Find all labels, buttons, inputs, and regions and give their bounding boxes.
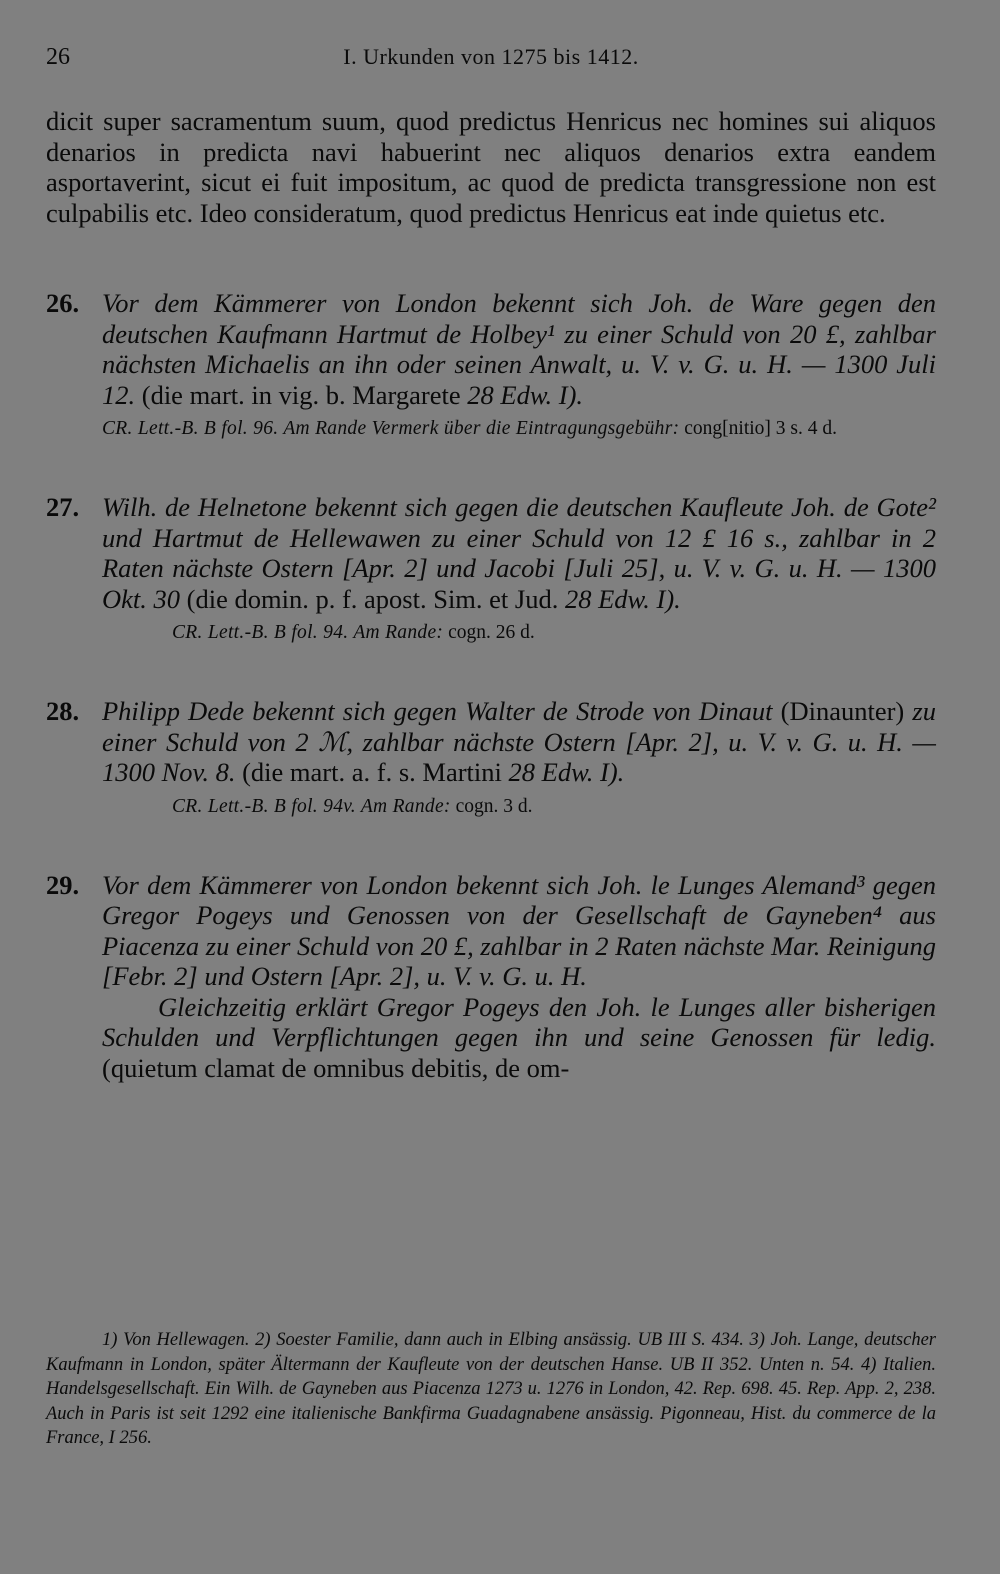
entry-27 [46, 492, 936, 646]
source-note [46, 620, 936, 646]
entry-regest [46, 492, 936, 614]
entry-29 [46, 870, 936, 1084]
regest-text: Wilh. de Helnetone bekennt sich gegen die deutschen Kaufleute Joh. de Gote² und Hartmut de Hellewawen zu einer Schuld von 12 £ 16 s., zahlbar in 2 Raten nächste Ostern [Apr. 2] und Jacobi [Juli 25], u. V. v. G. u. H. — 1300 Okt. 30 [102, 492, 936, 614]
entry-regest [46, 288, 936, 410]
margin-note: Am Rande: [360, 795, 451, 817]
continuation-paragraph: dicit super sacramentum suum, quod predictus Henricus nec homines sui aliquos denarios in predicta navi habuerint nec aliquos denarios extra eandem asportaverint, sicut ei fuit impositum, ac quod de predicta transgressione non est culpabilis etc. Ideo consideratum, quod predictus Henricus eat inde quietus etc. [46, 106, 936, 228]
entry-regest [46, 696, 936, 788]
entry-second-paragraph [46, 992, 936, 1084]
margin-note-value: cong[nitio] 3 s. 4 d. [684, 418, 838, 439]
entry-number: 26. [46, 288, 80, 318]
date-latin: (die mart. a. f. s. Martini [242, 757, 502, 787]
page-number: 26 [46, 44, 70, 70]
margin-note-value: cogn. 26 d. [448, 622, 535, 643]
entry-26 [46, 288, 936, 442]
margin-note: Am Rande Vermerk über die Eintragungsgebühr: [283, 418, 680, 439]
page-header [46, 40, 936, 76]
entry-number: 28. [46, 696, 80, 726]
margin-note-value: cogn. 3 d. [455, 795, 533, 817]
regnal-year: 28 Edw. I). [467, 379, 584, 410]
regest-text: Philipp Dede bekennt sich gegen Walter de Strode von Dinaut [102, 696, 773, 726]
footnotes [46, 1328, 936, 1451]
entry-number: 27. [46, 492, 80, 522]
document-page [46, 40, 936, 1083]
source-note [46, 416, 936, 442]
regnal-year: 28 Edw. I). [508, 757, 625, 787]
date-latin: (die mart. in vig. b. Margarete [141, 379, 461, 410]
regest-text: Vor dem Kämmerer von London bekennt sich Joh. le Lunges Alemand³ gegen Gregor Pogeys und Genossen von der Gesellschaft de Gayneben⁴ aus Piacenza zu einer Schuld von 20 £, zahlbar in 2 Raten nächste Mar. Reinigung [Febr. 2] und Ostern [Apr. 2], u. V. v. G. u. H. [102, 869, 936, 991]
regest-plain: (Dinaunter) [780, 696, 905, 726]
source-note [46, 794, 936, 820]
source-reference: CR. Lett.-B. B fol. 96. [102, 418, 279, 439]
entry-28 [46, 696, 936, 820]
source-reference: CR. Lett.-B. B fol. 94v. [172, 795, 356, 817]
entry-regest [46, 870, 936, 992]
margin-note: Am Rande: [353, 622, 444, 643]
quitclaim-text: Gleichzeitig erklärt Gregor Pogeys den Joh. le Lunges aller bisherigen Schulden und Verpflichtungen gegen ihn und seine Genossen für ledig. [102, 991, 936, 1052]
running-title: I. Urkunden von 1275 bis 1412. [343, 44, 639, 69]
entry-number: 29. [46, 869, 80, 900]
footnotes-text: 1) Von Hellewagen. 2) Soester Familie, dann auch in Elbing ansässig. UB III S. 434. 3) Joh. Lange, deutscher Kaufmann in London, später Ältermann der Kaufleute von der deutschen Hanse. UB II 352. Unten n. 54. 4) Italien. Handelsgesellschaft. Ein Wilh. de Gayneben aus Piacenza 1273 u. 1276 in London, 42. Rep. 698. 45. Rep. App. 2, 238. Auch in Paris ist seit 1292 eine italienische Bankfirma Guadagnabene ansässig. Pigonneau, Hist. du commerce de la France, I 256. [46, 1330, 936, 1448]
regest-text-cont: zu einer Schuld von 2 ℳ, zahlbar nächste Ostern [Apr. 2], u. V. v. G. u. H. — 1300 Nov. 8. [102, 696, 936, 787]
regnal-year: 28 Edw. I). [564, 583, 681, 614]
regest-text: Vor dem Kämmerer von London bekennt sich Joh. de Ware gegen den deutschen Kaufmann Hartmut de Holbey¹ zu einer Schuld von 20 £, zahlbar nächsten Michaelis an ihn oder seinen Anwalt, u. V. v. G. u. H. — 1300 Juli 12. [102, 288, 936, 410]
date-latin: (die domin. p. f. apost. Sim. et Jud. [186, 583, 559, 614]
quitclaim-latin: (quietum clamat de omnibus debitis, de om- [102, 1052, 570, 1083]
source-reference: CR. Lett.-B. B fol. 94. [172, 622, 349, 643]
